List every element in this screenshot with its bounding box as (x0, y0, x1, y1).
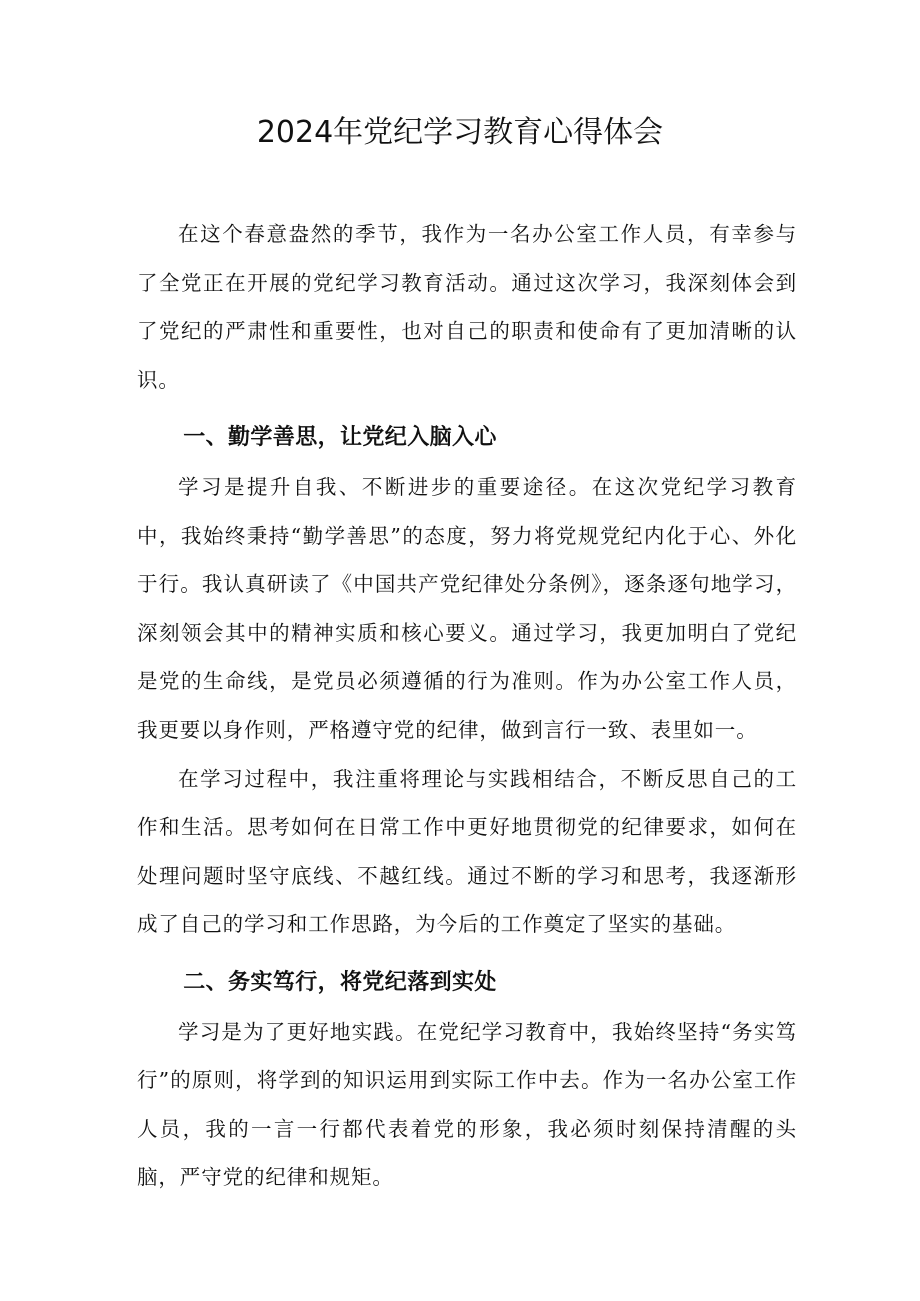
section-1-paragraph-1: 学习是提升自我、不断进步的重要途径。在这次党纪学习教育中，我始终秉持“勤学善思”的态度，努力将党规党纪内化于心、外化于行。我认真研读了《中国共产党纪律处分条例》，逐条逐句地学习，深刻领会其中的精神实质和核心要义。通过学习，我更加明白了党纪是党的生命线，是党员必须遵循的行为准则。作为办公室工作人员，我更要以身作则，严格遵守党的纪律，做到言行一致、表里如一。 (137, 474, 797, 742)
document-body (137, 210, 797, 1202)
section-2-heading: 二、务实笃行，将党纪落到实处 (183, 969, 497, 995)
section-1-heading: 一、勤学善思，让党纪入脑入心 (183, 425, 497, 451)
document-title: 2024年党纪学习教育心得体会 (256, 115, 664, 150)
section-2-paragraph-1: 学习是为了更好地实践。在党纪学习教育中，我始终坚持“务实笃行”的原则，将学到的知识运用到实际工作中去。作为一名办公室工作人员，我的一言一行都代表着党的形象，我必须时刻保持清醒的头脑，严守党的纪律和规矩。 (137, 1019, 797, 1190)
intro-paragraph: 在这个春意盎然的季节，我作为一名办公室工作人员，有幸参与了全党正在开展的党纪学习教育活动。通过这次学习，我深刻体会到了党纪的严肃性和重要性，也对自己的职责和使命有了更加清晰的认识。 (137, 222, 797, 392)
section-1-paragraph-2: 在学习过程中，我注重将理论与实践相结合，不断反思自己的工作和生活。思考如何在日常工作中更好地贯彻党的纪律要求，如何在处理问题时坚守底线、不越红线。通过不断的学习和思考，我逐渐形成了自己的学习和工作思路，为今后的工作奠定了坚实的基础。 (137, 766, 797, 937)
